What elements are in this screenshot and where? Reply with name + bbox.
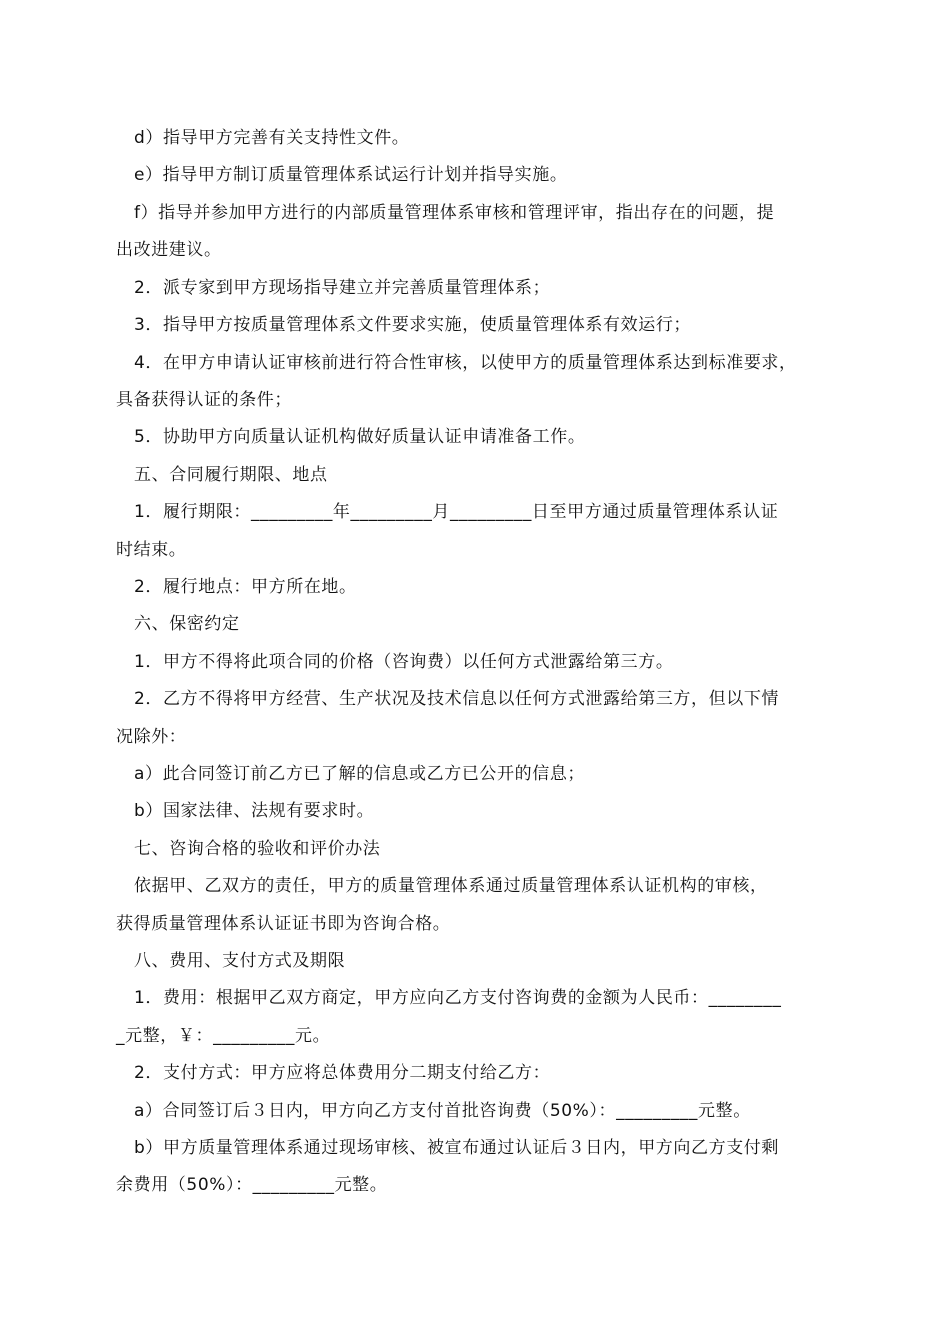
clause-f: f）指导并参加甲方进行的内部质量管理体系审核和管理评审，指出存在的问题，提 — [134, 203, 775, 223]
term-period-cont: 时结束。 — [116, 540, 187, 560]
payment-a: a）合同签订后３日内，甲方向乙方支付首批咨询费（50%）：_________元整。 — [134, 1101, 751, 1121]
acceptance-text-cont: 获得质量管理体系认证证书即为咨询合格。 — [116, 914, 451, 934]
item-4-audit: 4．在甲方申请认证审核前进行符合性审核，以使甲方的质量管理体系达到标准要求， — [134, 353, 797, 373]
fee-amount: 1．费用：根据甲乙双方商定，甲方应向乙方支付咨询费的金额为人民币：________ — [134, 988, 782, 1008]
section-7-heading: 七、咨询合格的验收和评价办法 — [134, 839, 381, 859]
payment-b-cont: 余费用（50%）：_________元整。 — [116, 1175, 388, 1195]
confidential-2-cont: 况除外： — [116, 727, 187, 747]
exception-b: b）国家法律、法规有要求时。 — [134, 801, 375, 821]
item-4-cont: 具备获得认证的条件； — [116, 390, 292, 410]
confidential-2: 2．乙方不得将甲方经营、生产状况及技术信息以任何方式泄露给第三方，但以下情 — [134, 689, 780, 709]
section-8-heading: 八、费用、支付方式及期限 — [134, 951, 346, 971]
term-period: 1．履行期限：_________年_________月_________日至甲方通过质量管理体系认证 — [134, 502, 779, 522]
section-6-heading: 六、保密约定 — [134, 614, 240, 634]
payment-method: 2．支付方式：甲方应将总体费用分二期支付给乙方： — [134, 1063, 551, 1083]
fee-amount-cont: _元整，￥：_________元。 — [116, 1026, 331, 1046]
clause-d: d）指导甲方完善有关支持性文件。 — [134, 128, 410, 148]
acceptance-text: 依据甲、乙双方的责任，甲方的质量管理体系通过质量管理体系认证机构的审核， — [134, 876, 768, 896]
exception-a: a）此合同签订前乙方已了解的信息或乙方已公开的信息； — [134, 764, 586, 784]
confidential-1: 1．甲方不得将此项合同的价格（咨询费）以任何方式泄露给第三方。 — [134, 652, 674, 672]
clause-f-cont: 出改进建议。 — [116, 240, 222, 260]
item-5-assist: 5．协助甲方向质量认证机构做好质量认证申请准备工作。 — [134, 427, 586, 447]
term-place: 2．履行地点：甲方所在地。 — [134, 577, 357, 597]
item-3-implement: 3．指导甲方按质量管理体系文件要求实施，使质量管理体系有效运行； — [134, 315, 692, 335]
item-2-experts: 2．派专家到甲方现场指导建立并完善质量管理体系； — [134, 278, 551, 298]
clause-e: e）指导甲方制订质量管理体系试运行计划并指导实施。 — [134, 165, 568, 185]
payment-b: b）甲方质量管理体系通过现场审核、被宣布通过认证后３日内，甲方向乙方支付剩 — [134, 1138, 779, 1158]
section-5-heading: 五、合同履行期限、地点 — [134, 465, 328, 485]
